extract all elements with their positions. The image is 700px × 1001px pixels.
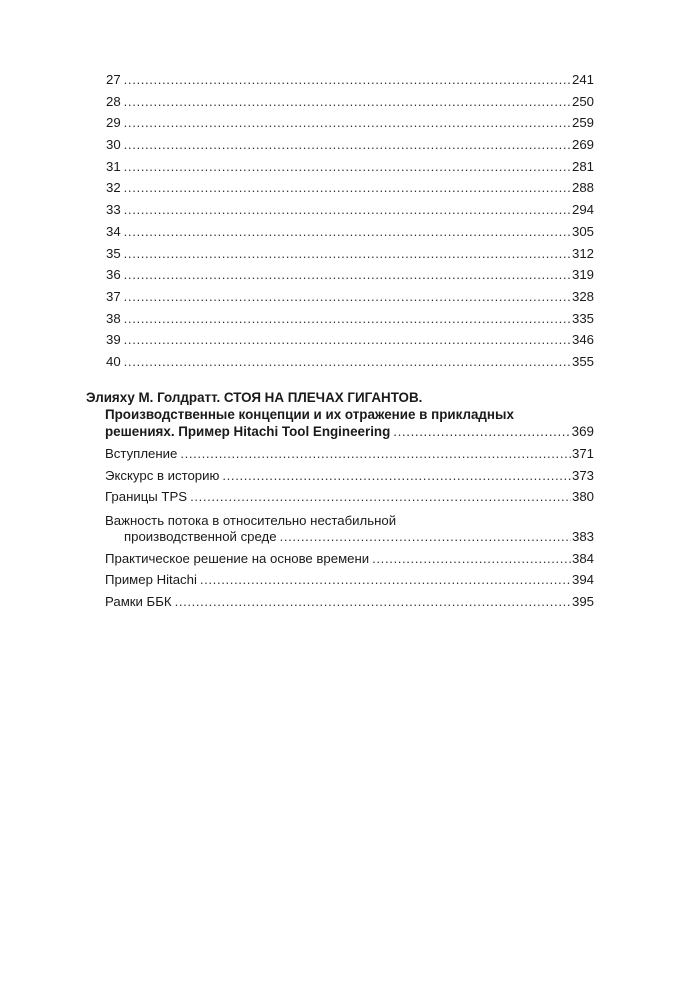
toc-entry xyxy=(105,446,594,468)
toc-entry xyxy=(106,72,594,94)
page-number: 394 xyxy=(571,572,594,588)
toc-entry xyxy=(105,468,594,490)
chapter-number: 29 xyxy=(106,115,121,131)
article-section xyxy=(86,389,594,616)
toc-entry xyxy=(105,594,594,616)
dot-leader xyxy=(124,202,571,218)
page-number: 250 xyxy=(571,93,594,109)
page-number: 305 xyxy=(571,223,594,239)
dot-leader xyxy=(124,332,571,348)
article-subsections xyxy=(105,446,594,616)
dot-leader xyxy=(124,137,571,153)
page-number: 346 xyxy=(571,332,594,348)
dot-leader xyxy=(180,446,571,462)
section-title: Экскурс в историю xyxy=(105,467,220,483)
article-title-line: решениях. Пример Hitachi Tool Engineering xyxy=(105,423,391,439)
dot-leader xyxy=(124,94,571,110)
toc-entry xyxy=(106,202,594,224)
chapter-number: 27 xyxy=(106,72,121,87)
page-number: 335 xyxy=(571,310,594,326)
page-number: 281 xyxy=(571,158,594,174)
chapter-number: 40 xyxy=(106,353,121,369)
dot-leader xyxy=(124,354,571,370)
dot-leader xyxy=(124,224,571,240)
toc-entry xyxy=(106,311,594,333)
chapter-number: 36 xyxy=(106,267,121,283)
dot-leader xyxy=(124,159,571,175)
page-number: 355 xyxy=(571,353,594,369)
section-title-line: производственной среде xyxy=(124,529,277,545)
dot-leader xyxy=(200,572,571,588)
chapter-number: 39 xyxy=(106,332,121,348)
dot-leader xyxy=(124,72,571,88)
toc-entry xyxy=(105,551,594,573)
page-number: 294 xyxy=(571,202,594,218)
chapter-list xyxy=(106,72,594,376)
toc-entry xyxy=(105,529,594,547)
chapter-number: 28 xyxy=(106,93,121,109)
toc-entry xyxy=(106,267,594,289)
page-number: 259 xyxy=(571,115,594,131)
dot-leader xyxy=(190,489,571,505)
section-title: Пример Hitachi xyxy=(105,572,197,588)
toc-entry xyxy=(106,332,594,354)
chapter-number: 33 xyxy=(106,202,121,218)
section-title: Практическое решение на основе времени xyxy=(105,550,370,566)
page-number: 371 xyxy=(571,446,594,461)
toc-entry xyxy=(106,159,594,181)
page-number: 369 xyxy=(571,423,594,439)
dot-leader xyxy=(280,529,571,545)
chapter-number: 34 xyxy=(106,223,121,239)
dot-leader xyxy=(222,468,571,484)
page-number: 395 xyxy=(571,593,594,609)
page-number: 312 xyxy=(571,245,594,261)
dot-leader xyxy=(124,180,571,196)
section-title-line: Важность потока в относительно нестабильной xyxy=(105,512,397,528)
chapter-number: 32 xyxy=(106,180,121,196)
chapter-number: 35 xyxy=(106,245,121,261)
toc-entry-multiline xyxy=(105,511,594,551)
dot-leader xyxy=(372,551,571,567)
chapter-number: 37 xyxy=(106,288,121,304)
section-title: Границы TPS xyxy=(105,489,188,505)
toc-entry xyxy=(106,180,594,202)
page-number: 380 xyxy=(571,489,594,505)
page-number: 328 xyxy=(571,288,594,304)
toc-entry xyxy=(106,137,594,159)
page-number: 269 xyxy=(571,137,594,153)
toc-entry xyxy=(105,424,594,442)
page-number: 383 xyxy=(571,529,594,545)
dot-leader xyxy=(393,424,570,440)
section-title: Вступление xyxy=(105,446,178,461)
toc-entry xyxy=(105,489,594,511)
dot-leader xyxy=(124,289,571,305)
article-title-line: Производственные концепции и их отражение в прикладных xyxy=(105,407,514,422)
page-number: 319 xyxy=(571,267,594,283)
toc-entry xyxy=(106,115,594,137)
dot-leader xyxy=(124,115,571,131)
dot-leader xyxy=(124,267,571,283)
section-title: Рамки ББК xyxy=(105,593,172,609)
article-title xyxy=(105,406,594,441)
toc-entry xyxy=(105,572,594,594)
page-number: 241 xyxy=(571,72,594,87)
toc-entry xyxy=(106,354,594,376)
page-number: 288 xyxy=(571,180,594,196)
toc-entry xyxy=(106,246,594,268)
toc-entry xyxy=(106,224,594,246)
chapter-number: 30 xyxy=(106,137,121,153)
chapter-number: 31 xyxy=(106,158,121,174)
chapter-number: 38 xyxy=(106,310,121,326)
dot-leader xyxy=(175,594,571,610)
dot-leader xyxy=(124,311,571,327)
page-number: 384 xyxy=(571,550,594,566)
toc-entry xyxy=(106,289,594,311)
article-author-heading: Элияху М. Голдратт. СТОЯ НА ПЛЕЧАХ ГИГАНТОВ. xyxy=(86,390,423,405)
dot-leader xyxy=(124,246,571,262)
toc-entry xyxy=(106,94,594,116)
page-number: 373 xyxy=(571,467,594,483)
